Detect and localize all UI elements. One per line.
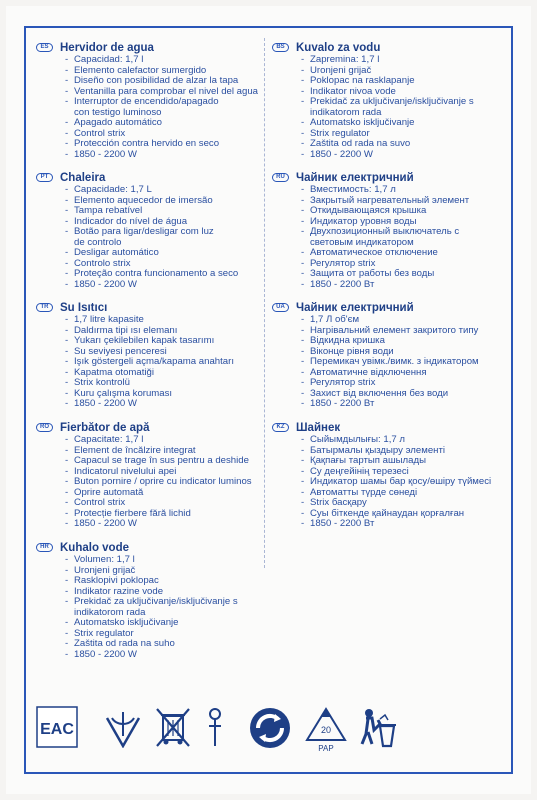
spec-item: - Protecție fierbere fără lichid <box>65 509 268 520</box>
spec-item: - Kapatma otomatiği <box>65 368 268 379</box>
language-code-badge: PT <box>36 173 53 182</box>
spec-item: - Відкидна кришка <box>301 336 504 347</box>
spec-item: indikatorom rada <box>310 106 382 118</box>
spec-item: - Сыйымдылығы: 1,7 л <box>301 435 504 446</box>
spec-list <box>301 315 504 410</box>
spec-item: - Control strix <box>65 498 268 509</box>
spec-item: - Батырмалы қыздыру элементі <box>301 446 504 457</box>
spec-item: - Суы біткенде қайнаудан қорғалған <box>301 509 504 520</box>
spec-item: - Защита от работы без воды <box>301 269 504 280</box>
spec-item: - Автоматичне відключення <box>301 368 504 379</box>
section-tr <box>36 300 268 410</box>
section-header <box>36 170 268 185</box>
section-es <box>36 40 268 160</box>
spec-list <box>301 435 504 530</box>
spec-item: - 1850 - 2200 W <box>65 399 268 410</box>
spec-item: - Işık göstergeli açma/kapama anahtarı <box>65 357 268 368</box>
spec-item: - Buton pornire / oprire cu indicator luminos <box>65 477 268 488</box>
spec-item: - Tampa rebatível <box>65 206 268 217</box>
section-title: Чайник електричний <box>296 171 414 184</box>
spec-item: - Element de încălzire integrat <box>65 446 268 457</box>
spec-item: - Indicatorul nivelului apei <box>65 467 268 478</box>
spec-item: - 1850 - 2200 Вт <box>301 280 504 291</box>
language-code-badge: UA <box>272 303 289 312</box>
spec-item: - 1850 - 2200 W <box>301 150 504 161</box>
section-title: Kuhalo vode <box>60 541 130 554</box>
spec-item: - Strix kontrolü <box>65 378 268 389</box>
eac-mark-icon <box>36 706 78 748</box>
spec-item: - Prekidač za uključivanje/isključivanje s <box>65 597 268 608</box>
spec-item: - Uronjeni grijač <box>65 566 268 577</box>
spec-item: - Capacidad: 1,7 l <box>65 55 268 66</box>
certification-marks <box>36 706 476 766</box>
spec-item: indikatorom rada <box>74 606 146 618</box>
spec-item: con testigo luminoso <box>74 106 162 118</box>
spec-item: - Віконце рівня води <box>301 347 504 358</box>
spec-list <box>65 185 268 290</box>
spec-item: - Daldırma tipi ısı elemanı <box>65 326 268 337</box>
spec-item: - Apagado automático <box>65 118 268 129</box>
section-bs <box>272 40 504 160</box>
spec-item: - Индикатор шамы бар қосу/өшіру түймесі <box>301 477 504 488</box>
recycle-code-label: PAP <box>318 744 334 753</box>
spec-item: - Су деңгейінің терезесі <box>301 467 504 478</box>
spec-item: - Diseño con posibilidad de alzar la tapa <box>65 76 268 87</box>
spec-item: - Strix басқару <box>301 498 504 509</box>
spec-item: - Автоматты түрде сөнеді <box>301 488 504 499</box>
spec-list <box>301 55 504 160</box>
spec-item: - Elemento calefactor sumergido <box>65 66 268 77</box>
spec-item: - Strix regulator <box>65 629 268 640</box>
spec-list <box>65 55 268 160</box>
spec-item: световым индикатором <box>310 236 414 248</box>
language-code-badge: KZ <box>272 423 289 432</box>
spec-item: - Indicador do nível de água <box>65 217 268 228</box>
language-code-badge: BS <box>272 43 289 52</box>
spec-item: - Zapremina: 1,7 l <box>301 55 504 66</box>
spec-item: - Захист від включення без води <box>301 389 504 400</box>
section-hr <box>36 540 268 660</box>
eac-mark-label: EAC <box>40 721 74 738</box>
spec-item: - Capacul se trage în sus pentru a deshide <box>65 456 268 467</box>
recycle-pap-icon <box>304 706 348 754</box>
spec-item: - Capacidade: 1,7 L <box>65 185 268 196</box>
language-code-badge: RO <box>36 423 53 432</box>
spec-item: - 1850 - 2200 W <box>65 650 268 661</box>
spec-item: - Вместимость: 1,7 л <box>301 185 504 196</box>
section-title: Kuvalo za vodu <box>296 41 381 54</box>
spec-item: - Botão para ligar/desligar com luz <box>65 227 268 238</box>
language-code-badge: HR <box>36 543 53 552</box>
pin-care-icon <box>204 706 226 748</box>
spec-item: - Control strix <box>65 129 268 140</box>
section-title: Шайнек <box>296 421 341 434</box>
ua-conformity-mark-icon <box>102 706 144 748</box>
spec-item: - 1850 - 2200 Вт <box>301 399 504 410</box>
spec-item: - Capacitate: 1,7 l <box>65 435 268 446</box>
section-title: Чайник електричний <box>296 301 414 314</box>
section-title: Chaleira <box>60 171 106 184</box>
spec-item: - 1850 - 2200 W <box>65 280 268 291</box>
spec-item: - Oprire automată <box>65 488 268 499</box>
spec-item: - Desligar automático <box>65 248 268 259</box>
section-header <box>272 300 504 315</box>
spec-item: - Uronjeni grijač <box>301 66 504 77</box>
spec-item: - Protección contra hervido en seco <box>65 139 268 150</box>
spec-item: - Индикатор уровня воды <box>301 217 504 228</box>
section-title: Su Isıtıcı <box>60 301 108 314</box>
section-header <box>36 540 268 555</box>
spec-item: - Volumen: 1,7 l <box>65 555 268 566</box>
spec-item: - Yukarı çekilebilen kapak tasarımı <box>65 336 268 347</box>
section-header <box>272 40 504 55</box>
spec-item: - 1850 - 2200 Вт <box>301 519 504 530</box>
section-header <box>36 300 268 315</box>
spec-item: - Indikator nivoa vode <box>301 87 504 98</box>
spec-item: - Двухпозиционный выключатель с <box>301 227 504 238</box>
spec-list <box>65 435 268 530</box>
recycle-number-label: 20 <box>320 725 332 735</box>
spec-item: - Elemento aquecedor de imersão <box>65 196 268 207</box>
spec-item: - Automatsko isključivanje <box>301 118 504 129</box>
spec-list <box>65 555 268 660</box>
section-pt <box>36 170 268 290</box>
spec-item: - Автоматическое отключение <box>301 248 504 259</box>
spec-list <box>301 185 504 290</box>
section-ru <box>272 170 504 290</box>
section-header <box>272 170 504 185</box>
spec-item: - Indikator razine vode <box>65 587 268 598</box>
section-ro <box>36 420 268 530</box>
spec-item: - Kuru çalışma koruması <box>65 389 268 400</box>
spec-item: - Automatsko isključivanje <box>65 618 268 629</box>
spec-item: - 1850 - 2200 W <box>65 150 268 161</box>
spec-item: de controlo <box>74 236 122 248</box>
spec-item: - Регулятор strix <box>301 259 504 270</box>
weee-crossed-bin-icon <box>154 706 192 750</box>
section-ua <box>272 300 504 410</box>
spec-item: - Interruptor de encendido/apagado <box>65 97 268 108</box>
spec-item: - Strix regulator <box>301 129 504 140</box>
language-code-badge: ES <box>36 43 53 52</box>
spec-item: - Перемикач увімк./вимк. з індикатором <box>301 357 504 368</box>
section-title: Hervidor de agua <box>60 41 154 54</box>
spec-item: - Қақпағы тартып ашылады <box>301 456 504 467</box>
spec-item: - Su seviyesi penceresi <box>65 347 268 358</box>
spec-item: - Prekidač za uključivanje/isključivanje s <box>301 97 504 108</box>
spec-list <box>65 315 268 410</box>
spec-item: - 1850 - 2200 W <box>65 519 268 530</box>
language-code-badge: RU <box>272 173 289 182</box>
spec-item: - Нагрівальний елемент закритого типу <box>301 326 504 337</box>
spec-item: - Rasklopivi poklopac <box>65 576 268 587</box>
spec-item: - Закрытый нагревательный элемент <box>301 196 504 207</box>
tidyman-icon <box>358 706 398 750</box>
spec-item: - 1,7 Л об'єм <box>301 315 504 326</box>
section-kz <box>272 420 504 530</box>
section-header <box>36 40 268 55</box>
section-title: Fierbător de apă <box>60 421 150 434</box>
spec-item: - Proteção contra funcionamento a seco <box>65 269 268 280</box>
spec-item: - 1,7 litre kapasite <box>65 315 268 326</box>
language-code-badge: TR <box>36 303 53 312</box>
section-header <box>272 420 504 435</box>
spec-item: - Zaštita od rada na suvo <box>301 139 504 150</box>
spec-item: - Zaštita od rada na suho <box>65 639 268 650</box>
spec-item: - Регулятор strix <box>301 378 504 389</box>
green-dot-recycle-icon <box>248 706 292 750</box>
section-header <box>36 420 268 435</box>
spec-item: - Ventanilla para comprobar el nivel del agua <box>65 87 268 98</box>
spec-item: - Откидывающаяся крышка <box>301 206 504 217</box>
spec-item: - Controlo strix <box>65 259 268 270</box>
spec-item: - Poklopac na rasklapanje <box>301 76 504 87</box>
